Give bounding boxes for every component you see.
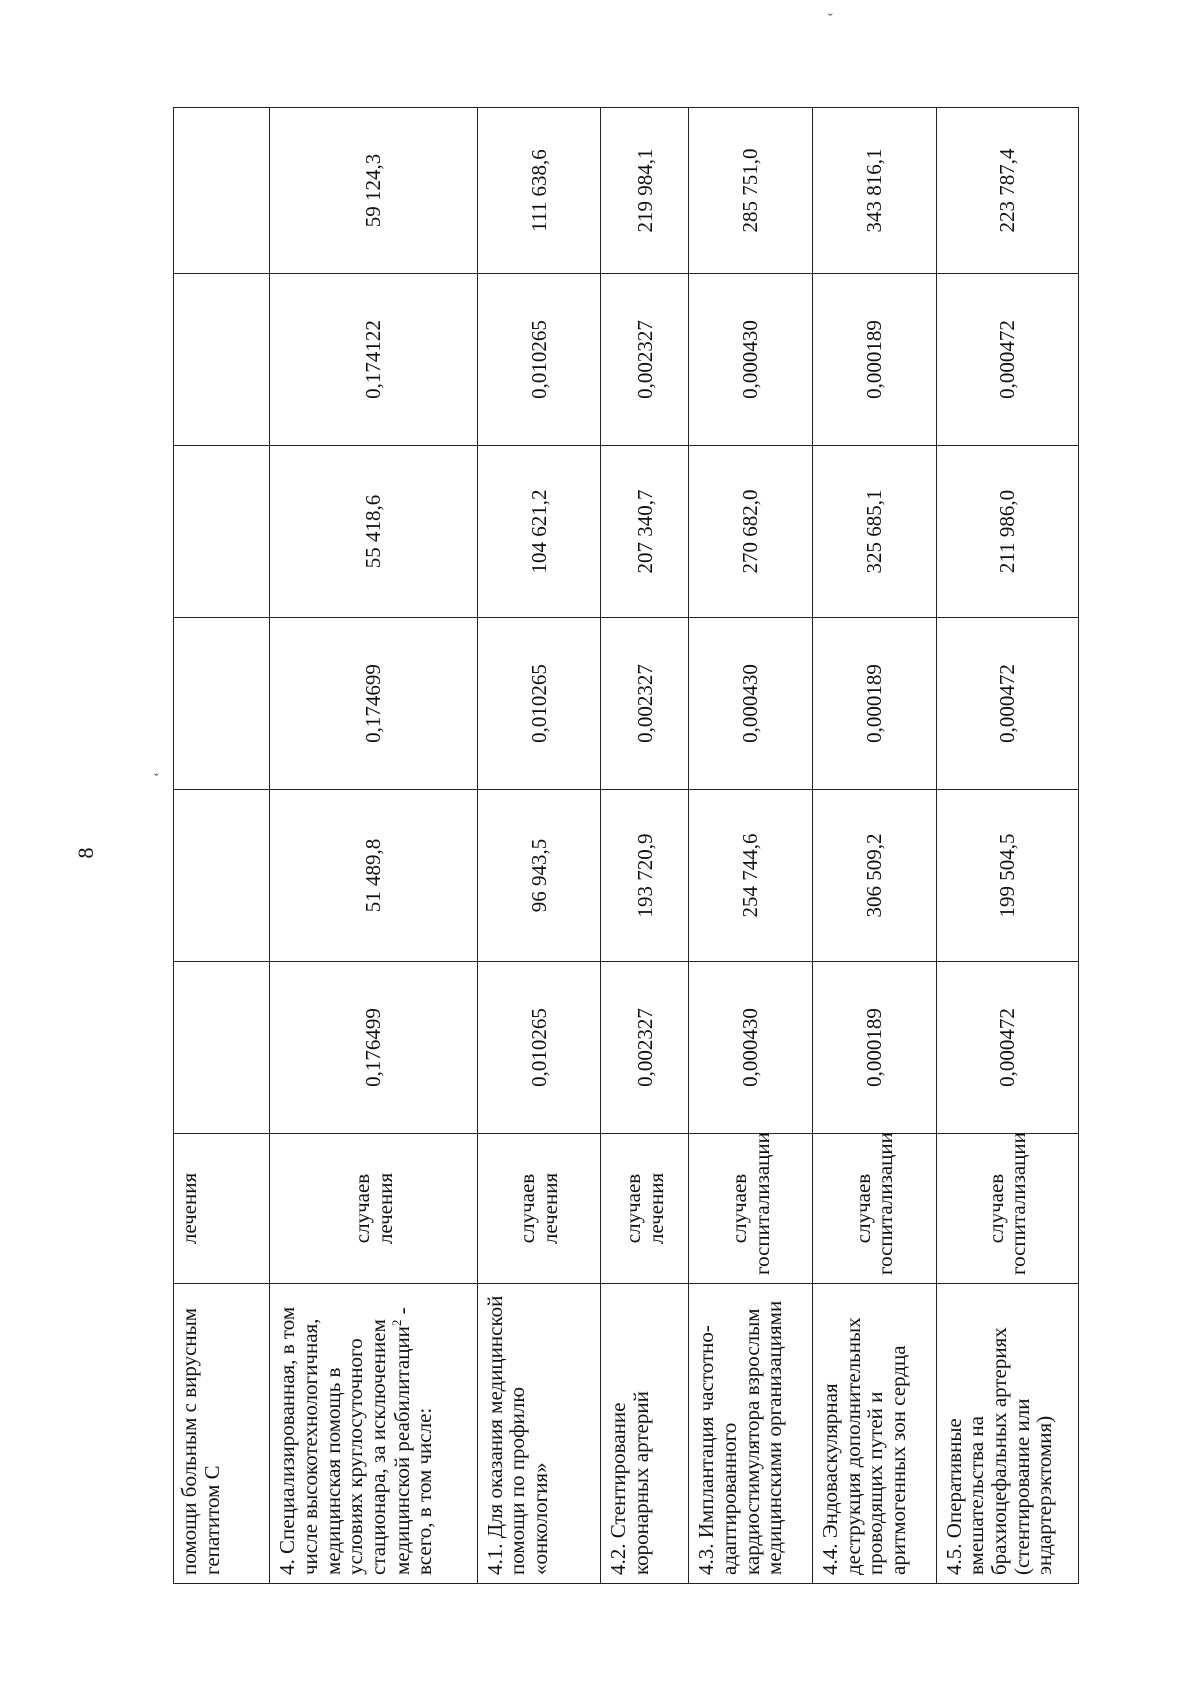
- value-cell-v2: 51 489,8: [270, 790, 477, 962]
- value-cell-v5: 0,010265: [477, 274, 601, 446]
- value-cell-v4: 270 682,0: [689, 446, 813, 618]
- value-cell-v3: 0,002327: [601, 618, 689, 790]
- scan-mark: ˇ: [154, 772, 159, 787]
- row-name-cell: [174, 1284, 270, 1584]
- value-cell-v2: [174, 790, 270, 962]
- data-table: [173, 108, 1079, 1584]
- value-cell-v5: 0,000189: [812, 274, 936, 446]
- value-cell-v3: 0,000472: [936, 618, 1078, 790]
- value-cell-v2: 96 943,5: [477, 790, 601, 962]
- value-cell-v1: 0,000189: [812, 962, 936, 1134]
- value-cell-v2: 254 744,6: [689, 790, 813, 962]
- row-name-cell: [936, 1284, 1078, 1584]
- table-row: [270, 108, 477, 1584]
- value-cell-v6: 111 638,6: [477, 108, 601, 274]
- value-cell-v3: 0,000189: [812, 618, 936, 790]
- value-cell-v2: 199 504,5: [936, 790, 1078, 962]
- value-cell-v5: 0,000430: [689, 274, 813, 446]
- value-cell-v1: 0,010265: [477, 962, 601, 1134]
- row-name-cell: [812, 1284, 936, 1584]
- value-cell-v5: 0,002327: [601, 274, 689, 446]
- row-name-cell: [689, 1284, 813, 1584]
- value-cell-v6: 223 787,4: [936, 108, 1078, 274]
- table-row: [936, 108, 1078, 1584]
- row-name: 4.2. Стентирование коронарных артерий: [606, 1391, 654, 1575]
- value-cell-v2: 306 509,2: [812, 790, 936, 962]
- value-cell-v3: 0,000430: [689, 618, 813, 790]
- value-cell-v3: 0,010265: [477, 618, 601, 790]
- scan-mark: ˇ: [828, 12, 833, 27]
- page-number: 8: [73, 847, 98, 859]
- unit-cell: случаев лечения: [477, 1134, 601, 1284]
- row-name: 4.5. Оперативные вмешательства на брахиоцефальных артериях (стентирование или эндартерэктомия): [941, 1327, 1057, 1575]
- row-name: помощи больным с вирусным гепатитом С: [177, 1307, 224, 1575]
- table-row: [812, 108, 936, 1584]
- value-cell-v5: 0,000472: [936, 274, 1078, 446]
- unit-cell: случаев госпитализации: [936, 1134, 1078, 1284]
- value-cell-v3: [174, 618, 270, 790]
- table-row: [601, 108, 689, 1584]
- value-cell-v4: [174, 446, 270, 618]
- row-name-cell: [477, 1284, 601, 1584]
- value-cell-v1: 0,000430: [689, 962, 813, 1134]
- unit-cell: случаев госпитализации: [689, 1134, 813, 1284]
- value-cell-v5: [174, 274, 270, 446]
- value-cell-v4: 207 340,7: [601, 446, 689, 618]
- unit-cell: случаев лечения: [270, 1134, 477, 1284]
- value-cell-v5: 0,174122: [270, 274, 477, 446]
- value-cell-v6: [174, 108, 270, 274]
- table-row: [174, 108, 270, 1584]
- table-row: [689, 108, 813, 1584]
- value-cell-v4: 211 986,0: [936, 446, 1078, 618]
- row-name: 4.1. Для оказания медицинской помощи по профилю «онкология»: [482, 1295, 553, 1575]
- row-name: 4. Специализированная, в том числе высокотехнологичная, медицинская помощь в условиях круглосуточного стационара, за исключением медицинской реабилитации: [275, 1306, 414, 1575]
- value-cell-v6: 59 124,3: [270, 108, 477, 274]
- value-cell-v4: 325 685,1: [812, 446, 936, 618]
- value-cell-v2: 193 720,9: [601, 790, 689, 962]
- unit-cell: случаев госпитализации: [812, 1134, 936, 1284]
- value-cell-v1: 0,176499: [270, 962, 477, 1134]
- row-name-tail: - всего, в том числе:: [389, 1307, 437, 1575]
- footnote-ref: 2: [388, 1319, 404, 1327]
- value-cell-v3: 0,174699: [270, 618, 477, 790]
- value-cell-v4: 55 418,6: [270, 446, 477, 618]
- rotated-table-wrapper: [173, 108, 1079, 1584]
- value-cell-v6: 343 816,1: [812, 108, 936, 274]
- unit-cell: лечения: [174, 1134, 270, 1284]
- row-name: 4.3. Имплантация частотно-адаптированного кардиостимулятора взрослым медицинскими организациями: [694, 1300, 787, 1575]
- value-cell-v6: 219 984,1: [601, 108, 689, 274]
- value-cell-v1: [174, 962, 270, 1134]
- table-row: [477, 108, 601, 1584]
- row-name-cell: [601, 1284, 689, 1584]
- row-name-cell: [270, 1284, 477, 1584]
- value-cell-v6: 285 751,0: [689, 108, 813, 274]
- unit-cell: случаев лечения: [601, 1134, 689, 1284]
- row-name: 4.4. Эндоваскулярная деструкция дополнительных проводящих путей и аритмогенных зон сердца: [817, 1317, 910, 1575]
- value-cell-v1: 0,000472: [936, 962, 1078, 1134]
- value-cell-v1: 0,002327: [601, 962, 689, 1134]
- value-cell-v4: 104 621,2: [477, 446, 601, 618]
